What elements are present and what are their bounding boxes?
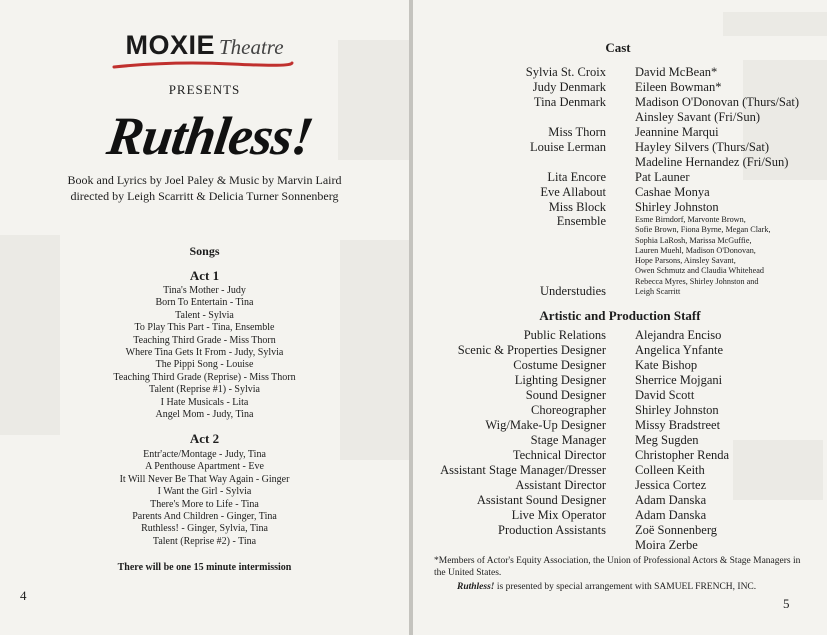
cast-role: Eve Allabout — [540, 185, 606, 199]
cast-actor: Pat Launer — [635, 170, 690, 184]
staff-row — [413, 523, 827, 538]
ensemble-line: Owen Schmutz and Claudia Whitehead — [635, 266, 764, 276]
cast-role: Sylvia St. Croix — [525, 65, 606, 79]
cast-role: Lita Encore — [547, 170, 606, 184]
staff-row — [413, 463, 827, 478]
staff-name: Missy Bradstreet — [635, 418, 721, 432]
show-title: Ruthless! — [103, 106, 317, 166]
cast-row — [413, 65, 827, 80]
staff-row — [413, 388, 827, 403]
staff-name: Kate Bishop — [635, 358, 698, 372]
song-item: Tina's Mother - Judy — [163, 285, 246, 296]
cast-actor: Madison O'Donovan (Thurs/Sat) — [635, 95, 800, 109]
ensemble-line: Esme Birndorf, Marvonte Brown, — [635, 215, 746, 224]
logo-wordmark: MOXIE — [125, 30, 215, 60]
staff-row — [413, 448, 827, 463]
understudy-line: Leigh Scarritt — [635, 287, 681, 297]
staff-role: Lighting Designer — [514, 373, 606, 387]
presents-label: PRESENTS — [168, 82, 241, 97]
staff-name: David Scott — [635, 388, 695, 402]
cast-row — [413, 284, 827, 299]
cast-actor: Cashae Monya — [635, 185, 710, 199]
songs-heading: Songs — [189, 244, 220, 258]
cast-list — [413, 170, 827, 215]
staff-name: Meg Sugden — [635, 433, 699, 447]
song-item: Teaching Third Grade (Reprise) - Miss Thorn — [113, 371, 296, 383]
staff-role: Choreographer — [531, 403, 606, 417]
staff-name: Moira Zerbe — [635, 538, 698, 552]
staff-row — [413, 418, 827, 433]
song-item: Where Tina Gets It From - Judy, Sylvia — [125, 347, 284, 359]
song-item: A Penthouse Apartment - Eve — [145, 461, 264, 473]
staff-row — [413, 343, 827, 358]
song-item: Born To Entertain - Tina — [155, 297, 254, 309]
cast-actor: Madeline Hernandez (Fri/Sun) — [635, 155, 789, 169]
song-item: Parents And Children - Ginger, Tina — [132, 511, 277, 523]
staff-list — [413, 328, 827, 553]
cast-row — [413, 155, 827, 170]
understudies-label: Understudies — [540, 284, 606, 298]
cast-actor: Ainsley Savant (Fri/Sun) — [635, 110, 760, 124]
song-item: There's More to Life - Tina — [150, 498, 259, 510]
song-item: I Want the Girl - Sylvia — [157, 486, 252, 498]
cast-actor: Eileen Bowman* — [635, 80, 722, 94]
cast-role: Miss Thorn — [548, 125, 606, 139]
staff-role: Assistant Sound Designer — [476, 493, 606, 507]
cast-row — [413, 125, 827, 140]
page-number: 5 — [783, 596, 790, 611]
staff-row — [413, 508, 827, 523]
cast-heading: Cast — [605, 40, 631, 55]
cast-actor: Hayley Silvers (Thurs/Sat) — [635, 140, 770, 154]
equity-footnote: *Members of Actor's Equity Association, the Union of Professional Actors & Stage Managers in the United States. — [434, 556, 801, 578]
staff-row — [413, 538, 827, 553]
credits — [0, 172, 409, 204]
cast-role: Tina Denmark — [533, 95, 606, 109]
staff-row — [413, 373, 827, 388]
song-item: It Will Never Be That Way Again - Ginger — [119, 473, 290, 485]
staff-name: Sherrice Mojgani — [635, 373, 723, 387]
cast-actor: Jeannine Marqui — [635, 125, 719, 139]
staff-role: Assistant Stage Manager/Dresser — [440, 463, 606, 477]
staff-role: Public Relations — [523, 328, 606, 342]
cast-list — [413, 125, 827, 170]
staff-heading: Artistic and Production Staff — [539, 308, 701, 323]
ensemble-line: Sophia LaRosh, Marissa McGuffie, — [635, 235, 752, 245]
cast-row — [413, 110, 827, 125]
page-number: 4 — [20, 588, 27, 603]
song-item: Teaching Third Grade - Miss Thorn — [133, 334, 276, 346]
cast-row — [413, 200, 827, 215]
staff-role: Stage Manager — [530, 433, 606, 447]
staff-name: Angelica Ynfante — [635, 343, 724, 357]
cast-role: Louise Lerman — [529, 140, 606, 154]
understudies-members — [635, 277, 758, 298]
cast-row — [413, 95, 827, 110]
staff-name: Jessica Cortez — [635, 478, 707, 492]
act2-song-list — [0, 449, 409, 548]
song-item: I Hate Musicals - Lita — [160, 396, 249, 408]
ensemble-label: Ensemble — [556, 214, 606, 228]
staff-role: Production Assistants — [498, 523, 606, 537]
arrangement-title: Ruthless! — [457, 582, 495, 592]
cast-row — [413, 170, 827, 185]
staff-name: Christopher Renda — [635, 448, 730, 462]
show-through — [723, 12, 827, 36]
song-item: Talent (Reprise #2) - Tina — [152, 535, 257, 547]
staff-role: Technical Director — [512, 448, 606, 462]
staff-name: Shirley Johnston — [635, 403, 719, 417]
staff-role: Costume Designer — [513, 358, 606, 372]
ensemble-line: Lauren Muehl, Madison O'Donovan, — [635, 245, 756, 255]
cast-role: Judy Denmark — [532, 80, 606, 94]
right-page — [413, 0, 827, 635]
arrangement-text: is presented by special arrangement with SAMUEL FRENCH, INC. — [494, 582, 757, 592]
cast-row — [413, 80, 827, 95]
staff-name: Adam Danska — [635, 493, 707, 507]
intermission-note: There will be one 15 minute intermission — [117, 562, 292, 573]
cast-actor: David McBean* — [635, 65, 718, 79]
cast-actor: Shirley Johnston — [635, 200, 719, 214]
cast-role: Miss Block — [548, 200, 606, 214]
song-item: Ruthless! - Ginger, Sylvia, Tina — [141, 523, 268, 535]
song-item: Talent - Sylvia — [175, 309, 234, 321]
credit-line: directed by Leigh Scarritt & Delicia Turner Sonnenberg — [70, 189, 339, 203]
staff-name: Zoë Sonnenberg — [635, 523, 718, 537]
staff-role: Scenic & Properties Designer — [457, 343, 606, 357]
staff-row — [413, 433, 827, 448]
act1-heading: Act 1 — [189, 268, 220, 283]
understudy-line: Rebecca Myres, Shirley Johnston and — [635, 277, 759, 286]
song-item: Entr'acte/Montage - Judy, Tina — [143, 449, 266, 460]
cast-row — [413, 185, 827, 200]
staff-name: Adam Danska — [635, 508, 707, 522]
song-item: Angel Mom - Judy, Tina — [155, 409, 254, 421]
credit-line: Book and Lyrics by Joel Paley & Music by Marvin Laird — [67, 173, 342, 187]
cast-row — [413, 140, 827, 155]
staff-name: Alejandra Enciso — [635, 328, 722, 342]
ensemble-line: Sofie Brown, Fiona Byrne, Megan Clark, — [635, 225, 771, 235]
cast-list — [413, 65, 827, 125]
act2-heading: Act 2 — [189, 431, 220, 446]
arrangement-note — [457, 582, 756, 592]
staff-row — [413, 493, 827, 508]
show-title-wrap — [60, 104, 360, 176]
staff-row — [413, 478, 827, 493]
staff-role: Wig/Make-Up Designer — [485, 418, 606, 432]
staff-role: Sound Designer — [525, 388, 606, 402]
left-page — [0, 0, 409, 635]
staff-row — [413, 328, 827, 343]
song-item: Talent (Reprise #1) - Sylvia — [149, 384, 260, 396]
logo-swash-icon — [112, 61, 294, 70]
act1-song-list — [0, 285, 409, 421]
staff-row — [413, 358, 827, 373]
ensemble-line: Hope Parsons, Ainsley Savant, — [635, 256, 736, 266]
song-item: The Pippi Song - Louise — [155, 359, 254, 371]
understudies-row — [413, 284, 827, 299]
song-item: To Play This Part - Tina, Ensemble — [134, 322, 275, 334]
staff-row — [413, 403, 827, 418]
staff-role: Assistant Director — [515, 478, 606, 492]
staff-name: Colleen Keith — [635, 463, 705, 477]
ensemble-members — [635, 215, 771, 277]
moxie-logo — [0, 30, 409, 61]
staff-role: Live Mix Operator — [511, 508, 606, 522]
logo-script: Theatre — [218, 35, 284, 59]
